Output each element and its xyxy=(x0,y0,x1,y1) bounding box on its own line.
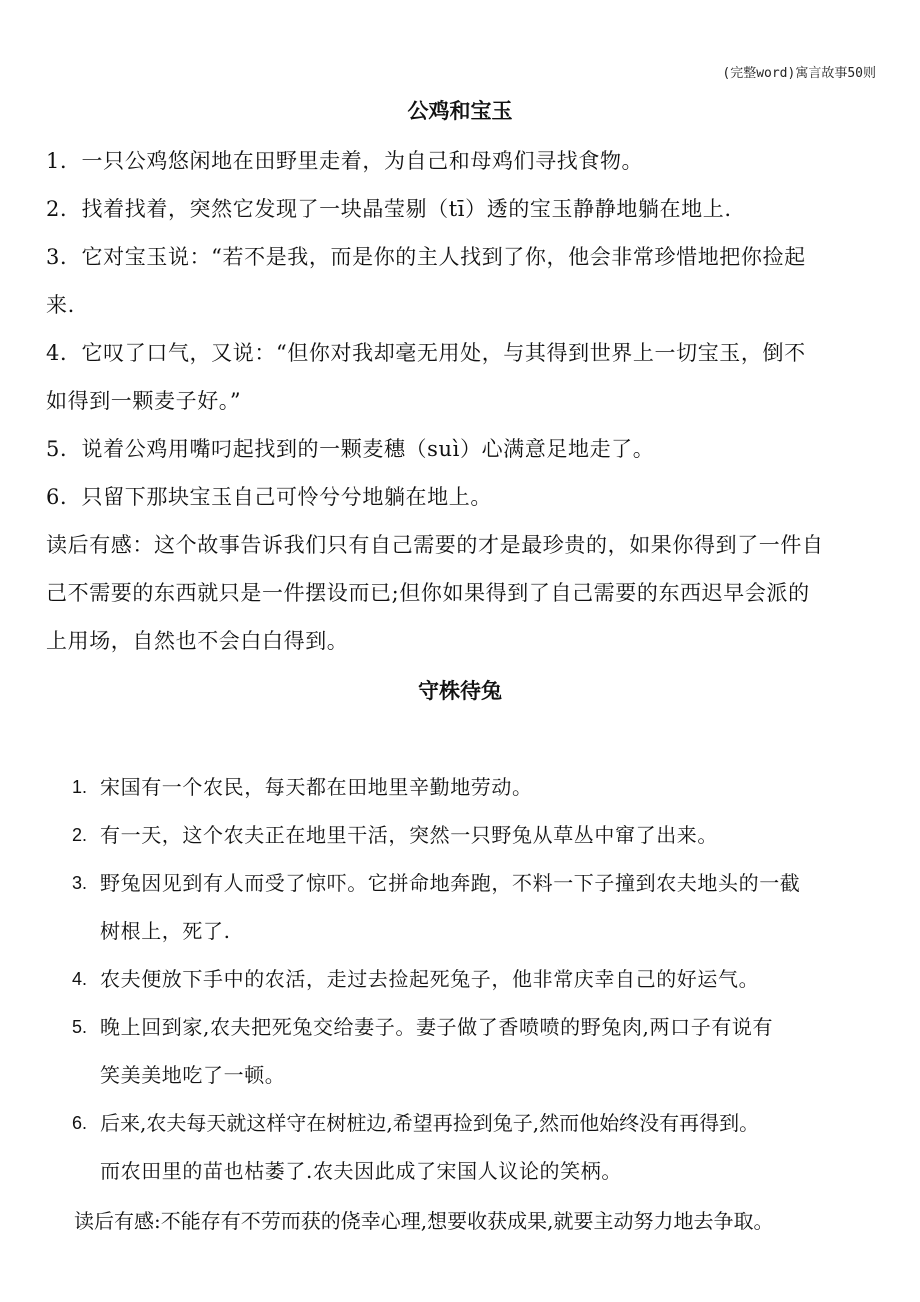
story2-item-6-line-2: 而农田里的苗也枯萎了.农夫因此成了宋国人议论的笑柄。 xyxy=(100,1159,622,1183)
story1-line-5: 5．说着公鸡用嘴叼起找到的一颗麦穗（suì）心满意足地走了。 xyxy=(46,437,655,461)
story2-item-3-number: 3. xyxy=(72,873,88,893)
story-title-waiting-for-rabbit: 守株待兔 xyxy=(418,679,502,703)
story1-reflection-line-3: 上用场，自然也不会白白得到。 xyxy=(46,629,349,653)
story1-line-1: 1．一只公鸡悠闲地在田野里走着，为自己和母鸡们寻找食物。 xyxy=(46,149,644,173)
story1-line-4: 4．它叹了口气，又说：“但你对我却毫无用处，与其得到世界上一切宝玉，倒不 xyxy=(46,341,806,365)
story2-item-3-line-1: 野兔因见到有人而受了惊吓。它拼命地奔跑，不料一下子撞到农夫地头的一截 xyxy=(100,871,801,895)
story2-item-6-line-1: 后来,农夫每天就这样守在树桩边,希望再捡到兔子,然而他始终没有再得到。 xyxy=(100,1111,760,1135)
story2-item-2-number: 2. xyxy=(72,825,88,845)
document-header: (完整word)寓言故事50则 xyxy=(722,66,876,81)
story2-item-1-number: 1. xyxy=(72,777,88,797)
story1-line-2: 2．找着找着，突然它发现了一块晶莹剔（tī）透的宝玉静静地躺在地上. xyxy=(46,197,732,221)
story1-line-3-cont: 来. xyxy=(46,293,75,317)
story2-item-1-line-1: 宋国有一个农民，每天都在田地里辛勤地劳动。 xyxy=(100,775,533,799)
story1-line-4-cont: 如得到一颗麦子好。” xyxy=(46,389,242,413)
story1-line-3: 3．它对宝玉说：“若不是我，而是你的主人找到了你，他会非常珍惜地把你捡起 xyxy=(46,245,806,269)
story2-item-5-line-1: 晚上回到家,农夫把死兔交给妻子。妻子做了香喷喷的野兔肉,两口子有说有 xyxy=(100,1015,774,1039)
story2-item-3-line-2: 树根上，死了. xyxy=(100,919,231,943)
story2-item-5-number: 5. xyxy=(72,1017,88,1037)
story1-reflection-line-2: 己不需要的东西就只是一件摆设而已;但你如果得到了自己需要的东西迟早会派的 xyxy=(46,581,810,605)
story-title-rooster: 公鸡和宝玉 xyxy=(407,99,513,123)
story2-item-2-line-1: 有一天，这个农夫正在地里干活，突然一只野兔从草丛中窜了出来。 xyxy=(100,823,718,847)
story2-item-5-line-2: 笑美美地吃了一顿。 xyxy=(100,1063,286,1087)
story2-item-4-line-1: 农夫便放下手中的农活，走过去捡起死兔子，他非常庆幸自己的好运气。 xyxy=(100,967,760,991)
story1-line-6: 6．只留下那块宝玉自己可怜兮兮地躺在地上。 xyxy=(46,485,492,509)
story1-reflection-line-1: 读后有感：这个故事告诉我们只有自己需要的才是最珍贵的，如果你得到了一件自 xyxy=(46,533,824,557)
story2-reflection: 读后有感:不能存有不劳而获的侥幸心理,想要收获成果,就要主动努力地去争取。 xyxy=(74,1209,774,1233)
story2-item-6-number: 6. xyxy=(72,1113,88,1133)
story2-item-4-number: 4. xyxy=(72,969,88,989)
